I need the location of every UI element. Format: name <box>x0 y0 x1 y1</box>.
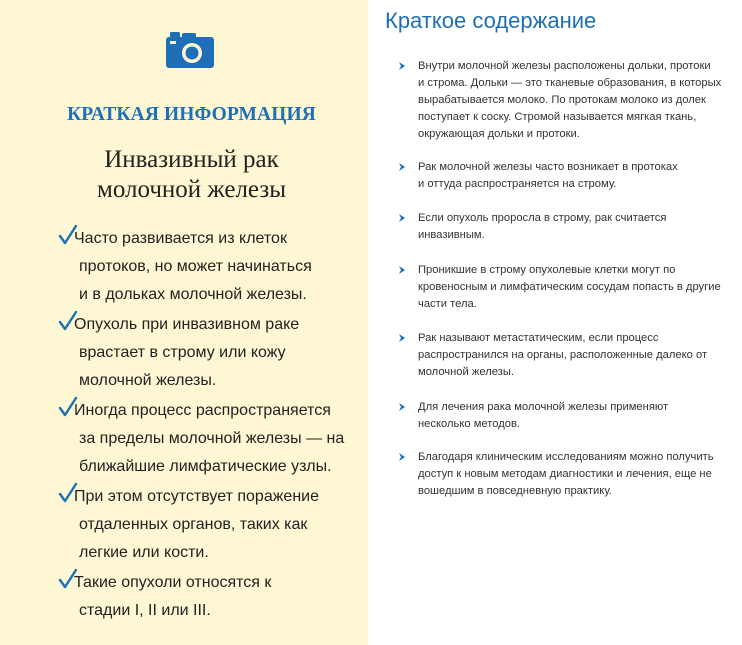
key-info-item-line: отдаленных органов, таких как <box>79 516 308 533</box>
key-info-panel <box>0 0 368 645</box>
key-info-item-line: Часто развивается из клеток <box>74 230 287 247</box>
summary-item-line: кровеносным и лимфатическим сосудам попасть в другие <box>418 281 721 293</box>
key-info-item-line: Опухоль при инвазивном раке <box>74 316 300 333</box>
summary-title: Краткое содержание <box>385 8 597 33</box>
camera-icon <box>166 30 214 68</box>
arrow-bullet-icon <box>398 453 406 461</box>
key-info-item-line: за пределы молочной железы — на <box>79 430 345 447</box>
summary-item-line: и оттуда распространяется на строму. <box>418 178 617 190</box>
key-info-item-line: протоков, но может начинаться <box>79 258 312 275</box>
key-info-item-line: врастает в строму или кожу <box>79 344 286 361</box>
arrow-bullet-icon <box>398 62 406 70</box>
summary-item-line: распространился на органы, расположенные далеко от <box>418 349 708 361</box>
summary-item-line: Рак называют метастатическим, если процесс <box>418 332 659 344</box>
key-info-item-line: легкие или кости. <box>79 544 209 561</box>
arrow-bullet-icon <box>398 163 406 171</box>
summary-item-line: Рак молочной железы часто возникает в протоках <box>418 161 678 173</box>
summary-item-line: Благодаря клиническим исследованиям можно получить <box>418 451 714 463</box>
summary-item-line: поступает к соску. Стромой называется мягкая ткань, <box>418 111 697 123</box>
arrow-bullet-icon <box>398 403 406 411</box>
key-info-item-line: Такие опухоли относятся к <box>74 574 272 591</box>
summary-item-line: несколько методов. <box>418 418 521 430</box>
key-info-title <box>0 145 383 205</box>
summary-item-line: Проникшие в строму опухолевые клетки могут по <box>418 264 676 276</box>
summary-item-line: и строма. Дольки — это тканевые образования, в которых <box>418 77 722 89</box>
arrow-bullet-icon <box>398 214 406 222</box>
summary-item-line: вошедшим в повседневную практику. <box>418 485 612 497</box>
summary-item-line: доступ к новым методам диагностики и лечения, еще не <box>418 468 712 480</box>
key-info-item-line: Иногда процесс распространяется <box>74 402 331 419</box>
key-info-title-line: Инвазивный рак <box>104 146 279 173</box>
arrow-bullet-icon <box>398 266 406 274</box>
key-info-item-line: и в дольках молочной железы. <box>79 286 307 303</box>
summary-item-line: Внутри молочной железы расположены дольки, протоки <box>418 60 711 72</box>
summary-item-line: окружающая дольки и протоки. <box>418 128 580 140</box>
key-info-heading: КРАТКАЯ ИНФОРМАЦИЯ <box>67 104 316 125</box>
key-info-item-line: стадии I, II или III. <box>79 602 211 619</box>
summary-item-line: части тела. <box>418 298 477 310</box>
summary-item-line: инвазивным. <box>418 229 485 241</box>
summary-item-line: Для лечения рака молочной железы применяют <box>418 401 669 413</box>
summary-item-line: молочной железы. <box>418 366 514 378</box>
key-info-item-line: ближайшие лимфатические узлы. <box>79 458 332 475</box>
summary-item-line: Если опухоль проросла в строму, рак считается <box>418 212 667 224</box>
summary-item-line: вырабатывается молоко. По протокам молоко из долек <box>418 94 706 106</box>
key-info-item-line: молочной железы. <box>79 372 217 389</box>
key-info-item-line: При этом отсутствует поражение <box>74 488 319 505</box>
arrow-bullet-icon <box>398 334 406 342</box>
key-info-title-line: молочной железы <box>97 176 286 203</box>
